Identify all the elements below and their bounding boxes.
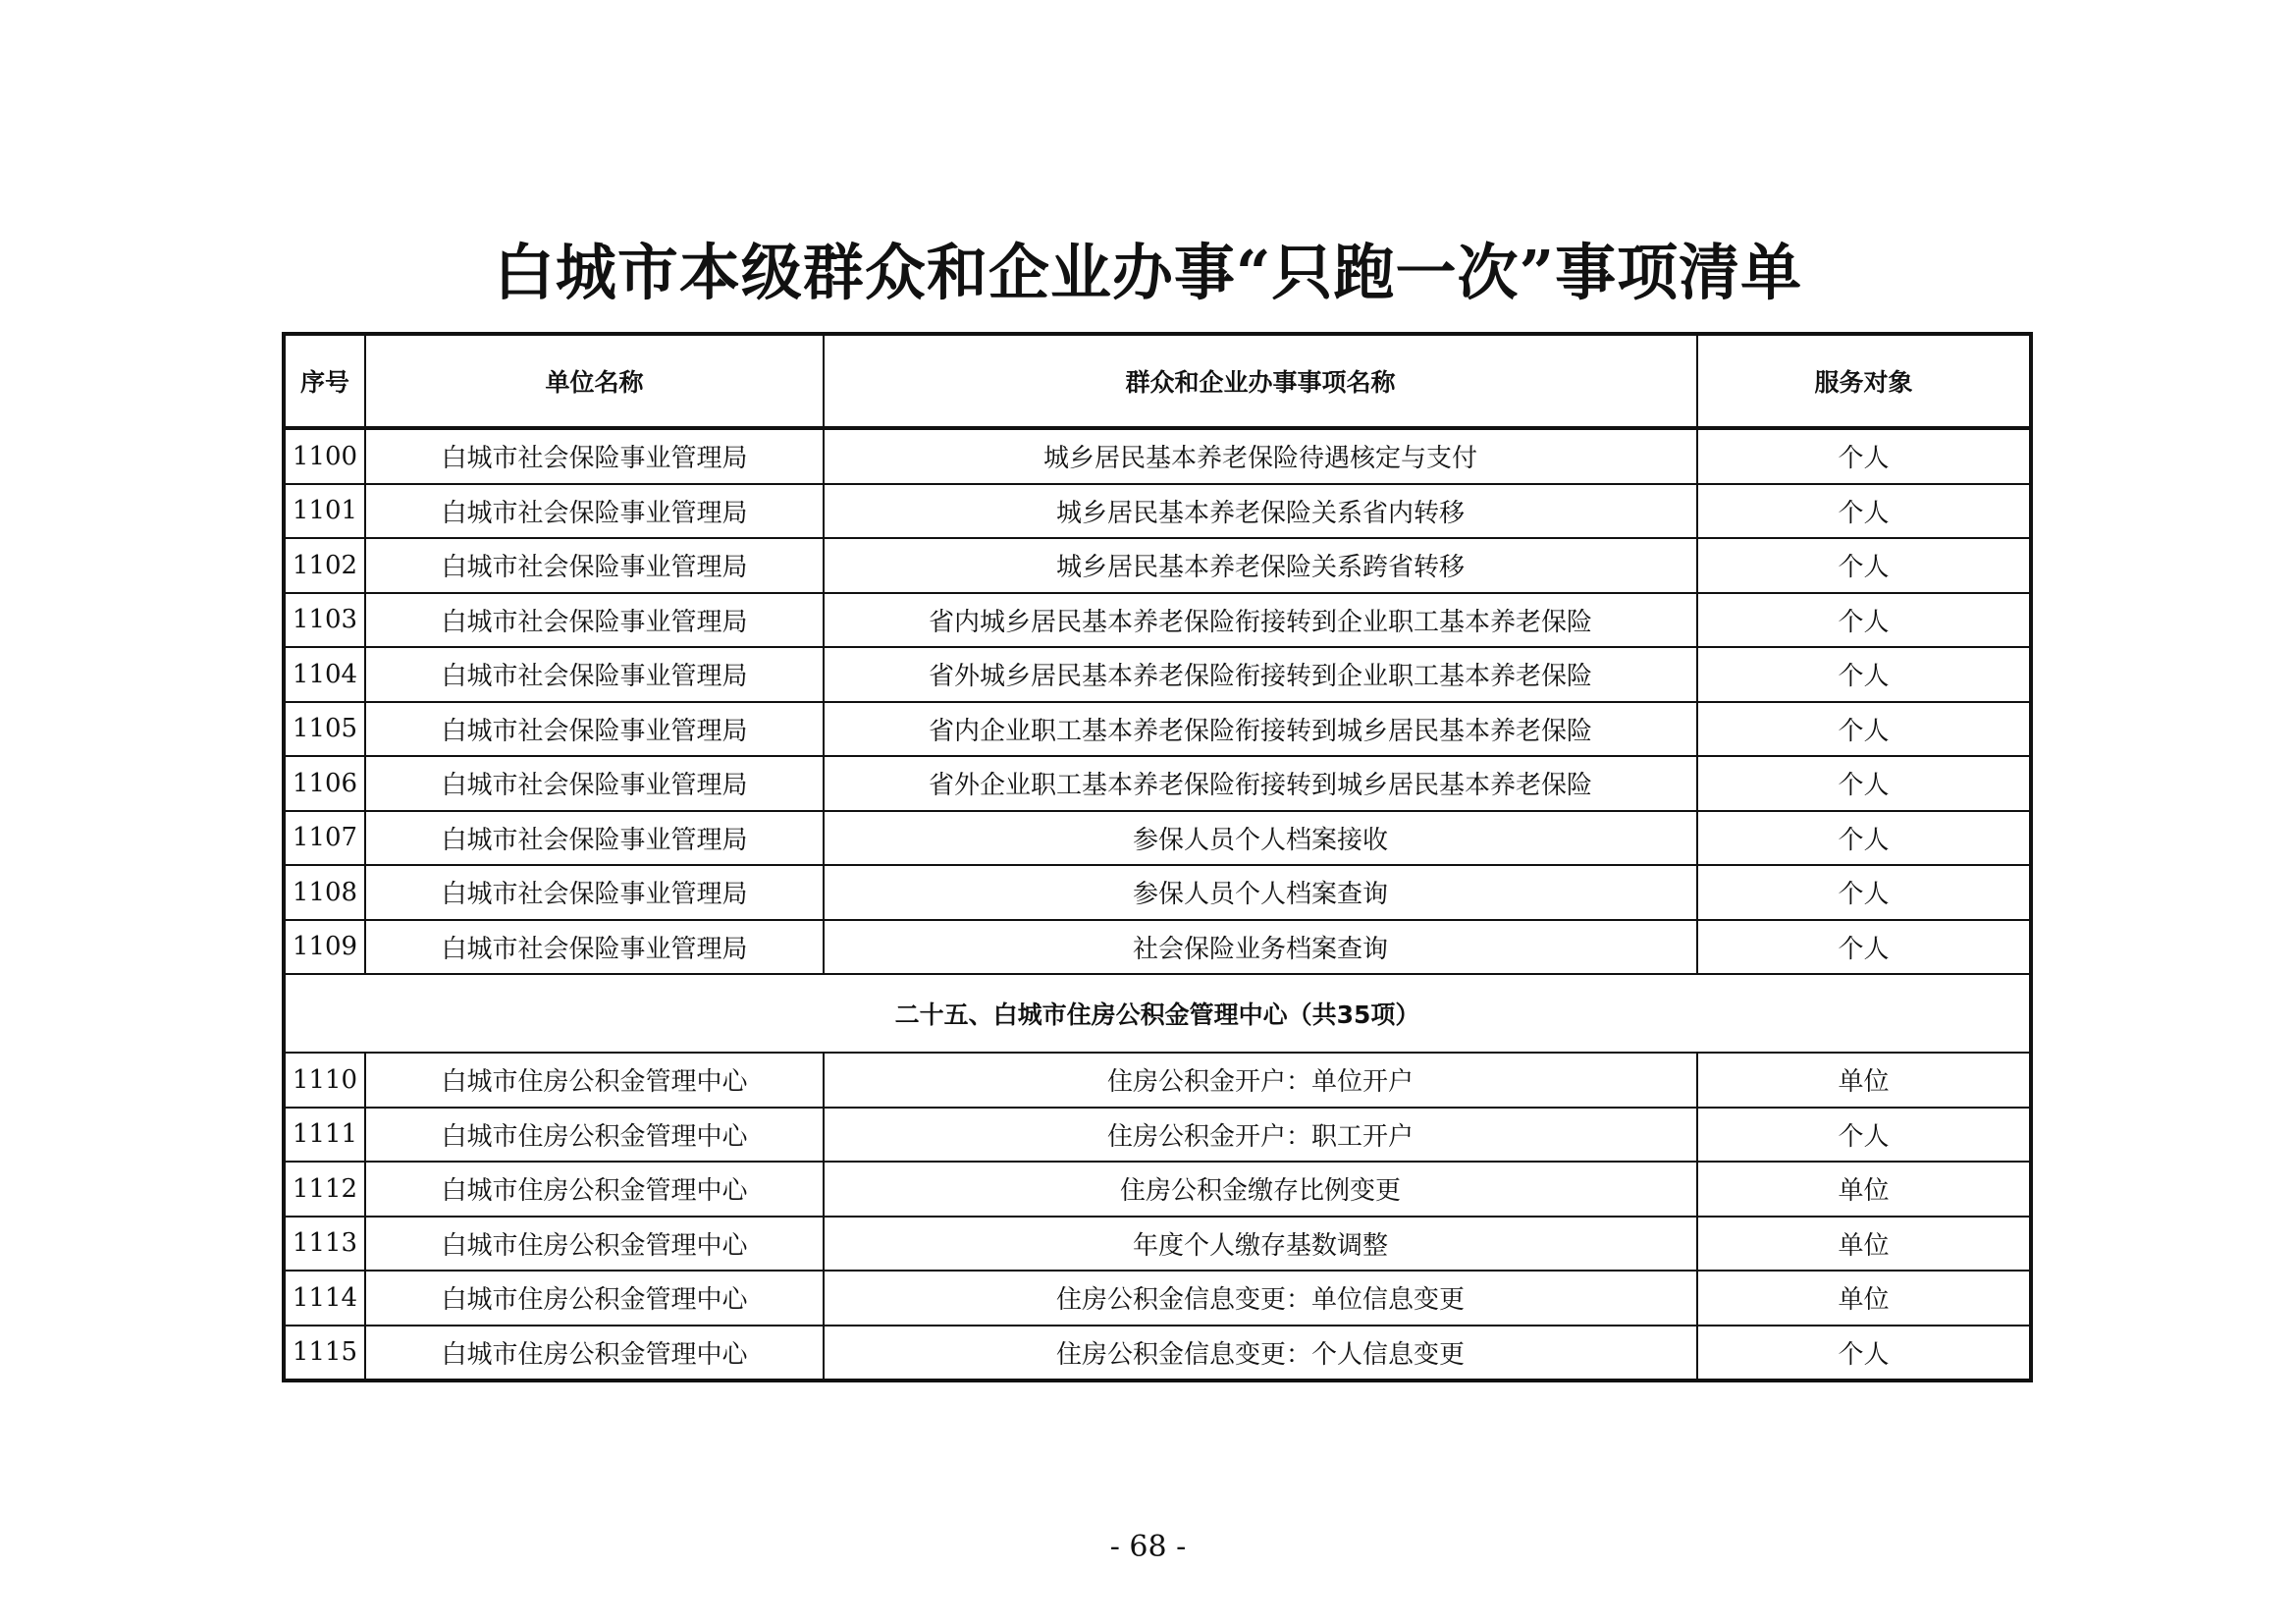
row-index: 1115 xyxy=(284,1326,365,1381)
table-row xyxy=(284,1217,2031,1272)
row-item: 年度个人缴存基数调整 xyxy=(824,1217,1697,1272)
row-department: 白城市社会保险事业管理局 xyxy=(365,702,824,757)
row-item: 住房公积金信息变更：个人信息变更 xyxy=(824,1326,1697,1381)
row-index: 1101 xyxy=(284,484,365,539)
table-row xyxy=(284,647,2031,702)
row-department: 白城市住房公积金管理中心 xyxy=(365,1053,824,1108)
matters-table xyxy=(282,332,2033,1382)
table-row xyxy=(284,1053,2031,1108)
section-heading: 二十五、白城市住房公积金管理中心（共35项） xyxy=(284,974,2031,1053)
row-item: 住房公积金缴存比例变更 xyxy=(824,1162,1697,1217)
row-department: 白城市社会保险事业管理局 xyxy=(365,811,824,866)
row-department: 白城市住房公积金管理中心 xyxy=(365,1217,824,1272)
table-row xyxy=(284,484,2031,539)
table-row xyxy=(284,1271,2031,1326)
row-department: 白城市社会保险事业管理局 xyxy=(365,920,824,975)
row-item: 住房公积金信息变更：单位信息变更 xyxy=(824,1271,1697,1326)
table-row xyxy=(284,1108,2031,1163)
header-index: 序号 xyxy=(284,334,365,428)
row-index: 1102 xyxy=(284,538,365,593)
row-target: 个人 xyxy=(1697,865,2031,920)
row-department: 白城市住房公积金管理中心 xyxy=(365,1271,824,1326)
row-item: 社会保险业务档案查询 xyxy=(824,920,1697,975)
table-row xyxy=(284,538,2031,593)
row-department: 白城市社会保险事业管理局 xyxy=(365,484,824,539)
row-item: 参保人员个人档案接收 xyxy=(824,811,1697,866)
page-title: 白城市本级群众和企业办事“只跑一次”事项清单 xyxy=(493,237,1803,308)
row-index: 1106 xyxy=(284,756,365,811)
table-header-row xyxy=(284,334,2031,428)
row-target: 个人 xyxy=(1697,1326,2031,1381)
table-row xyxy=(284,593,2031,648)
row-item: 城乡居民基本养老保险关系省内转移 xyxy=(824,484,1697,539)
row-item: 参保人员个人档案查询 xyxy=(824,865,1697,920)
row-target: 单位 xyxy=(1697,1217,2031,1272)
row-index: 1103 xyxy=(284,593,365,648)
table-row xyxy=(284,865,2031,920)
row-target: 个人 xyxy=(1697,428,2031,484)
row-index: 1114 xyxy=(284,1271,365,1326)
row-target: 个人 xyxy=(1697,484,2031,539)
header-department: 单位名称 xyxy=(365,334,824,428)
row-target: 单位 xyxy=(1697,1053,2031,1108)
table-row xyxy=(284,1326,2031,1381)
row-target: 个人 xyxy=(1697,647,2031,702)
row-index: 1108 xyxy=(284,865,365,920)
section-heading-row xyxy=(284,974,2031,1053)
row-index: 1111 xyxy=(284,1108,365,1163)
row-department: 白城市住房公积金管理中心 xyxy=(365,1326,824,1381)
row-target: 个人 xyxy=(1697,1108,2031,1163)
row-item: 省内企业职工基本养老保险衔接转到城乡居民基本养老保险 xyxy=(824,702,1697,757)
table-row xyxy=(284,756,2031,811)
row-index: 1113 xyxy=(284,1217,365,1272)
row-department: 白城市社会保险事业管理局 xyxy=(365,647,824,702)
header-item: 群众和企业办事事项名称 xyxy=(824,334,1697,428)
page-number: - 68 - xyxy=(1109,1530,1187,1564)
row-index: 1107 xyxy=(284,811,365,866)
row-department: 白城市社会保险事业管理局 xyxy=(365,538,824,593)
row-item: 省内城乡居民基本养老保险衔接转到企业职工基本养老保险 xyxy=(824,593,1697,648)
row-index: 1110 xyxy=(284,1053,365,1108)
row-department: 白城市社会保险事业管理局 xyxy=(365,593,824,648)
row-target: 个人 xyxy=(1697,702,2031,757)
row-department: 白城市社会保险事业管理局 xyxy=(365,428,824,484)
row-department: 白城市住房公积金管理中心 xyxy=(365,1162,824,1217)
row-item: 城乡居民基本养老保险关系跨省转移 xyxy=(824,538,1697,593)
row-target: 个人 xyxy=(1697,811,2031,866)
row-target: 个人 xyxy=(1697,920,2031,975)
row-index: 1104 xyxy=(284,647,365,702)
row-target: 个人 xyxy=(1697,756,2031,811)
row-item: 省外城乡居民基本养老保险衔接转到企业职工基本养老保险 xyxy=(824,647,1697,702)
row-item: 住房公积金开户：职工开户 xyxy=(824,1108,1697,1163)
table-row xyxy=(284,702,2031,757)
row-index: 1100 xyxy=(284,428,365,484)
row-item: 省外企业职工基本养老保险衔接转到城乡居民基本养老保险 xyxy=(824,756,1697,811)
row-department: 白城市社会保险事业管理局 xyxy=(365,865,824,920)
row-department: 白城市社会保险事业管理局 xyxy=(365,756,824,811)
row-item: 城乡居民基本养老保险待遇核定与支付 xyxy=(824,428,1697,484)
row-index: 1105 xyxy=(284,702,365,757)
row-department: 白城市住房公积金管理中心 xyxy=(365,1108,824,1163)
table-row xyxy=(284,811,2031,866)
table-row xyxy=(284,1162,2031,1217)
row-target: 个人 xyxy=(1697,593,2031,648)
header-target: 服务对象 xyxy=(1697,334,2031,428)
row-target: 个人 xyxy=(1697,538,2031,593)
row-index: 1112 xyxy=(284,1162,365,1217)
row-target: 单位 xyxy=(1697,1271,2031,1326)
table-row xyxy=(284,428,2031,484)
row-target: 单位 xyxy=(1697,1162,2031,1217)
row-item: 住房公积金开户：单位开户 xyxy=(824,1053,1697,1108)
table-row xyxy=(284,920,2031,975)
row-index: 1109 xyxy=(284,920,365,975)
